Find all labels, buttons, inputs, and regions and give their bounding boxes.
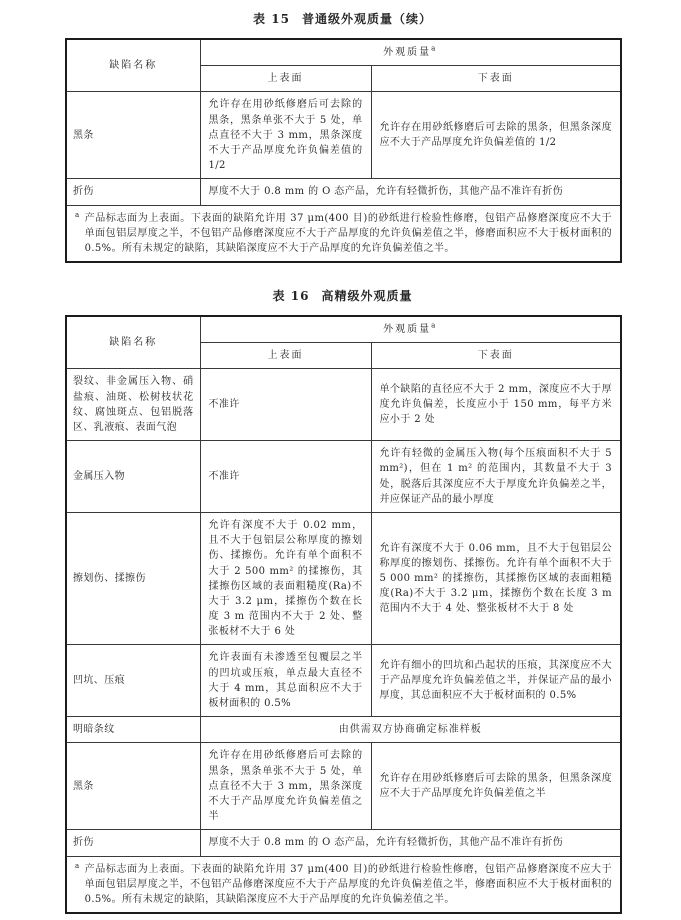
defect-name-cell: 折伤 <box>66 179 200 205</box>
table-15-caption-number: 表 15 <box>253 12 290 26</box>
defect-name-cell: 折伤 <box>66 830 200 856</box>
table-row <box>66 645 621 717</box>
table-row <box>66 512 621 645</box>
defect-name-cell: 明暗条纹 <box>66 717 200 743</box>
table-16-caption-number: 表 16 <box>272 289 310 304</box>
footnote-text: 产品标志面为上表面。下表面的缺陷允许用 37 μm(400 目)的砂纸进行检验性修磨，包铝产品修磨深度应不大于单面包铝层厚度之半，不包铝产品修磨深度应不大于产品厚度的允许负偏差值之半，修磨面积应不大于板材面积的 0.5%。所有未规定的缺陷，其缺陷深度应不大于产品厚度的允许负偏差值之半。 <box>84 212 612 254</box>
lower-surface-header: 下表面 <box>371 66 621 92</box>
defect-name-header: 缺陷名称 <box>66 316 200 369</box>
table-row <box>66 441 621 513</box>
table-15-header-row-1 <box>66 39 621 66</box>
table-row <box>66 743 621 830</box>
footnote-row <box>66 856 621 913</box>
defect-name-header: 缺陷名称 <box>66 39 200 92</box>
spanned-quality-cell: 由供需双方协商确定标准样板 <box>200 717 621 743</box>
lower-surface-cell: 允许存在用砂纸修磨后可去除的黑条，但黑条深度应不大于产品厚度允许负偏差值之半 <box>371 743 621 830</box>
lower-surface-header: 下表面 <box>371 343 621 369</box>
table-row <box>66 717 621 743</box>
appearance-quality-header <box>200 39 621 66</box>
defect-name-cell: 凹坑、压痕 <box>66 645 200 717</box>
upper-surface-header: 上表面 <box>200 343 371 369</box>
lower-surface-cell: 允许有轻微的金属压入物(每个压痕面积不大于 5 mm²)，但在 1 m² 的范围内，其数量不大于 3 处，脱落后其深度应不大于厚度允许负偏差之半，并应保证产品的最小厚度 <box>371 441 621 513</box>
upper-surface-cell: 允许存在用砂纸修磨后可去除的黑条，黑条单张不大于 5 处，单点直径不大于 3 mm，黑条深度不大于产品厚度允许负偏差值的 1/2 <box>200 92 371 179</box>
defect-name-cell: 金属压入物 <box>66 441 200 513</box>
upper-surface-cell: 允许存在用砂纸修磨后可去除的黑条，黑条单张不大于 5 处，单点直径不大于 3 mm，黑条深度不大于产品厚度允许负偏差值之半 <box>200 743 371 830</box>
table-15-caption-text: 普通级外观质量（续） <box>301 12 432 26</box>
upper-surface-cell: 允许有深度不大于 0.02 mm，且不大于包铝层公称厚度的擦划伤、揉擦伤。允许有单个面积不大于 2 500 mm² 的揉擦伤，其揉擦伤区域的表面粗糙度(Ra)不大于 3.2 μm，揉擦伤个数在长度 3 m 范围内不大于 2 处、整张板材不大于 6 处 <box>200 512 371 645</box>
table-15-footnote-cell <box>66 205 621 262</box>
table-row <box>66 92 621 179</box>
lower-surface-cell: 允许有细小的凹坑和凸起状的压痕，其深度应不大于产品厚度允许负偏差值之半，并保证产品的最小厚度，其总面积应不大于板材面积的 0.5% <box>371 645 621 717</box>
footnote-marker: a <box>75 861 80 870</box>
section-gap <box>65 263 620 287</box>
upper-surface-cell: 允许表面有未渗透至包覆层之半的凹坑或压痕，单点最大直径不大于 4 mm，其总面积应不大于板材面积的 0.5% <box>200 645 371 717</box>
lower-surface-cell: 单个缺陷的直径应不大于 2 mm，深度应不大于厚度允许负偏差，长度应小于 150 mm，每平方米应小于 2 处 <box>371 369 621 441</box>
spanned-quality-cell: 厚度不大于 0.8 mm 的 O 态产品，允许有轻微折伤，其他产品不准许有折伤 <box>200 830 621 856</box>
table-row <box>66 830 621 856</box>
defect-name-cell: 黑条 <box>66 743 200 830</box>
table-15-footnote <box>75 211 612 257</box>
lower-surface-cell: 允许有深度不大于 0.06 mm，且不大于包铝层公称厚度的擦划伤、揉擦伤。允许有单个面积不大于 5 000 mm² 的揉擦伤，其揉擦伤区域的表面粗糙度(Ra)不大于 3.2 μm，揉擦伤个数在长度 3 m 范围内不大于 4 处、整张板材不大于 8 处 <box>371 512 621 645</box>
upper-surface-cell: 不准许 <box>200 441 371 513</box>
appearance-quality-label: 外观质量 <box>383 47 432 58</box>
appearance-quality-header <box>200 316 621 343</box>
footnote-text: 产品标志面为上表面。下表面的缺陷允许用 37 μm(400 目)的砂纸进行检验性修磨，包铝产品修磨深度不应大于单面包铝层厚度之半，不包铝产品修磨深度应不大于产品厚度的允许负偏差值之半，修磨面积应不大于板材面积的 0.5%。所有未规定的缺陷，其缺陷深度应不大于产品厚度的允许负偏差值之半。 <box>84 863 612 905</box>
spanned-quality-cell: 厚度不大于 0.8 mm 的 O 态产品，允许有轻微折伤，其他产品不准许有折伤 <box>200 179 621 205</box>
defect-name-cell: 裂纹、非金属压入物、硝盐痕、油斑、松树枝状花纹、腐蚀斑点、包铝脱落区、乳液痕、表面气泡 <box>66 369 200 441</box>
appearance-quality-label: 外观质量 <box>383 324 432 336</box>
table-16 <box>65 315 622 914</box>
lower-surface-cell: 允许存在用砂纸修磨后可去除的黑条，但黑条深度应不大于产品厚度允许负偏差值的 1/2 <box>371 92 621 179</box>
footnote-marker: a <box>431 321 438 330</box>
table-15-title <box>65 10 620 27</box>
table-row <box>66 369 621 441</box>
defect-name-cell: 黑条 <box>66 92 200 179</box>
table-16-header-row-1 <box>66 316 621 343</box>
footnote-marker: a <box>431 44 438 53</box>
table-16-footnote-cell <box>66 856 621 913</box>
table-row <box>66 179 621 205</box>
upper-surface-cell: 不准许 <box>200 369 371 441</box>
table-16-title <box>65 287 620 304</box>
table-16-footnote <box>75 862 612 908</box>
upper-surface-header: 上表面 <box>200 66 371 92</box>
footnote-row <box>66 205 621 262</box>
defect-name-cell: 擦划伤、揉擦伤 <box>66 512 200 645</box>
footnote-marker: a <box>75 210 80 219</box>
table-15 <box>65 38 622 263</box>
table-16-caption-text: 高精级外观质量 <box>321 289 413 304</box>
